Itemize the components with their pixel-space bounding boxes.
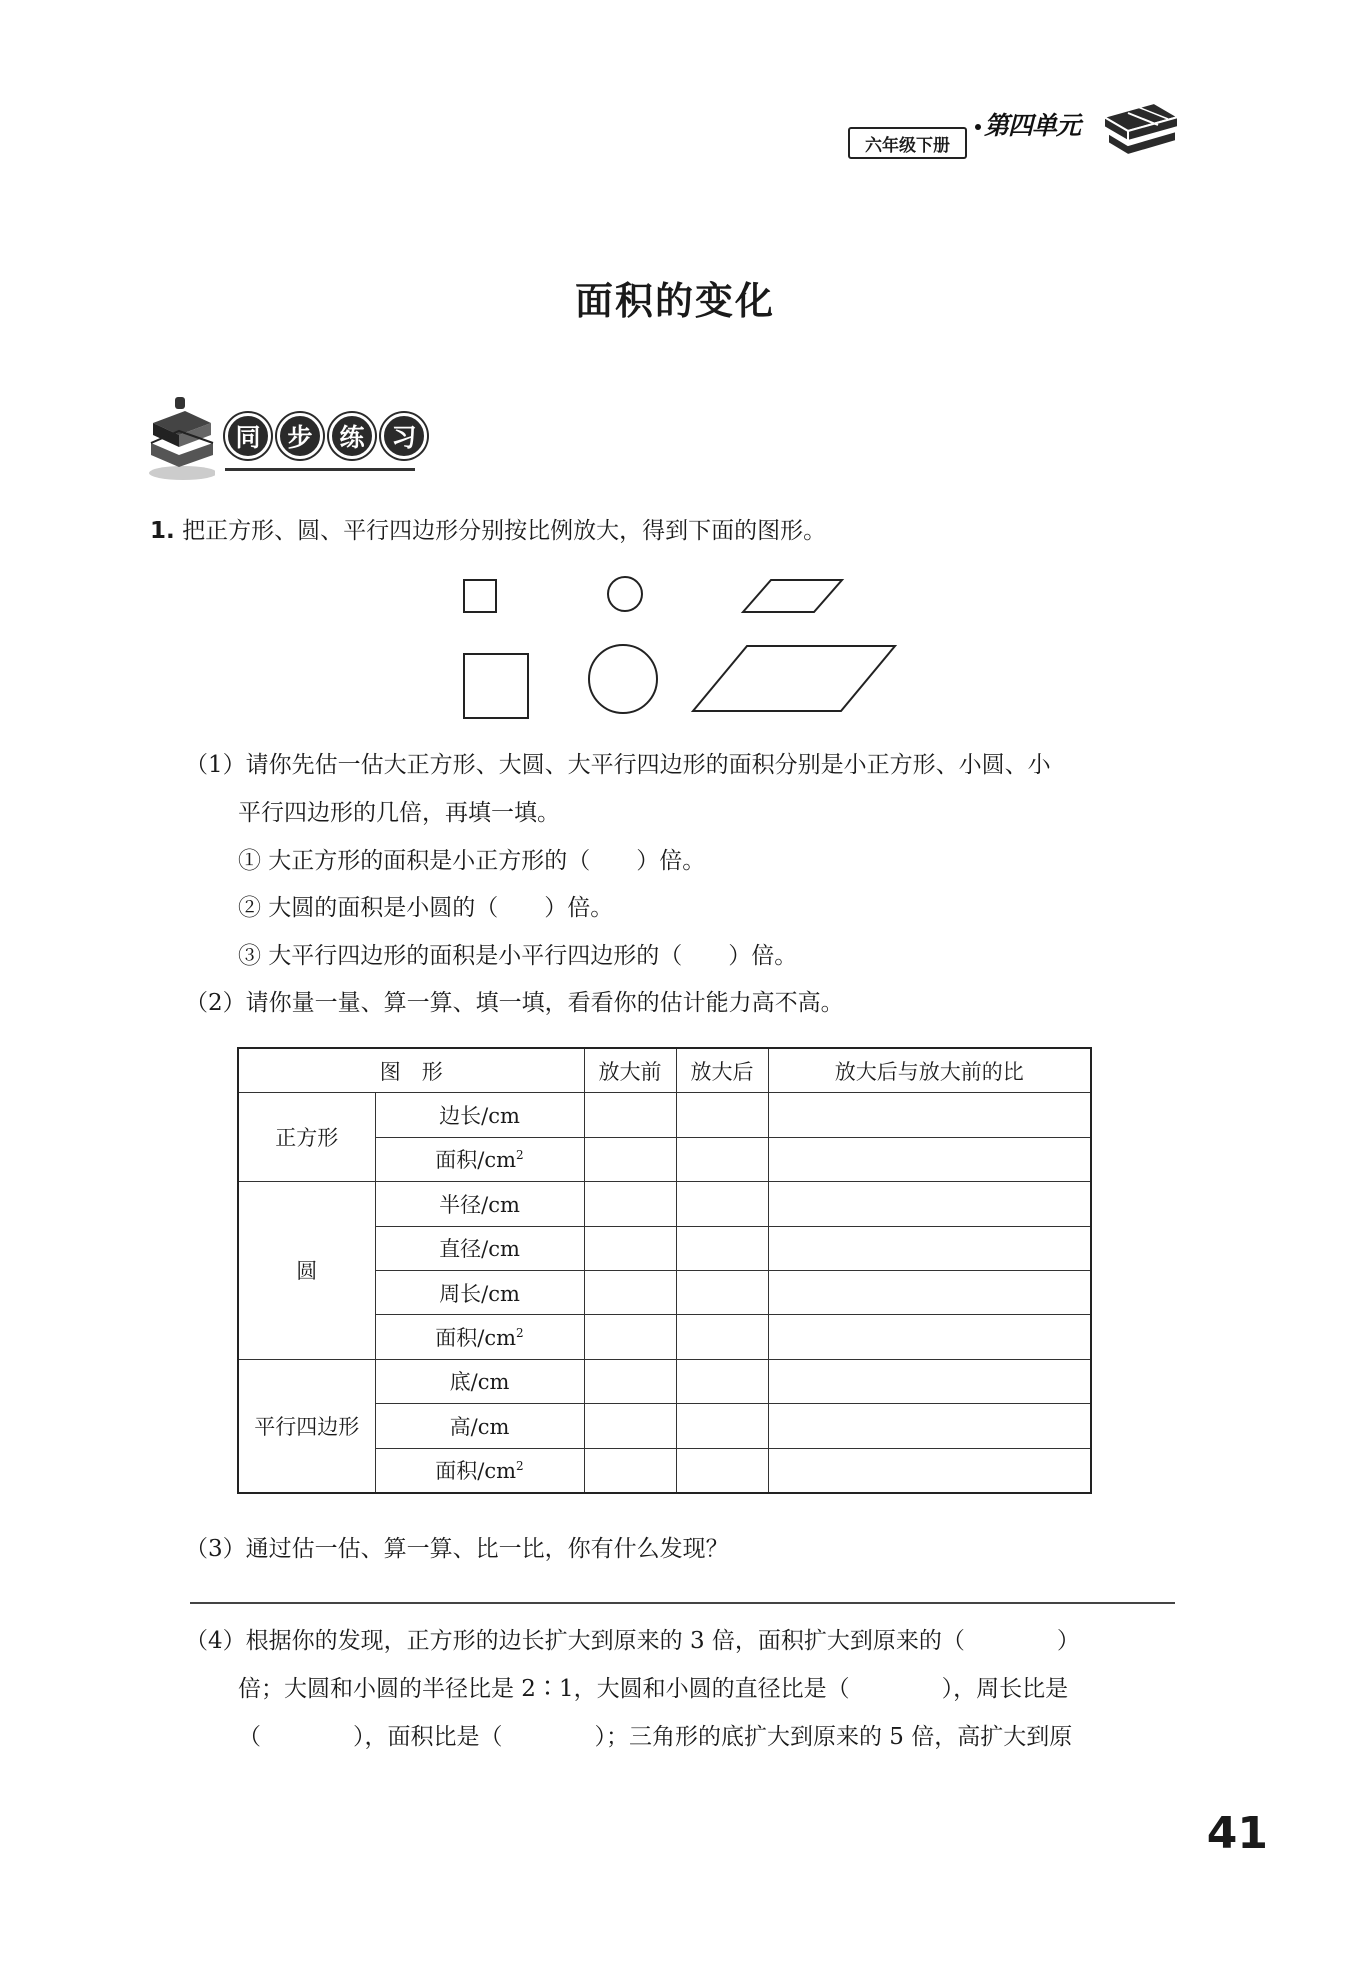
cell-ratio[interactable]: [768, 1404, 1091, 1448]
group-parallelogram: 平行四边形: [238, 1359, 375, 1493]
part-1-item-a: ① 大正方形的面积是小正方形的（ ）倍。: [238, 848, 706, 874]
row-label: 面积$/cm^2$: [375, 1315, 584, 1359]
cell-ratio[interactable]: [768, 1137, 1091, 1181]
header-ratio: 放大后与放大前的比: [768, 1048, 1091, 1093]
row-label: 高/cm: [375, 1404, 584, 1448]
small-parallelogram: [743, 580, 842, 612]
cell-after[interactable]: [676, 1182, 768, 1226]
cell-ratio[interactable]: [768, 1093, 1091, 1137]
part-4-line-3: （ ），面积比是（ ）；三角形的底扩大到原来的 5 倍，高扩大到原: [238, 1724, 1073, 1750]
cell-before[interactable]: [584, 1093, 676, 1137]
row-label: 半径/cm: [375, 1182, 584, 1226]
cell-after[interactable]: [676, 1270, 768, 1314]
cell-ratio[interactable]: [768, 1448, 1091, 1493]
group-circle: 圆: [238, 1182, 375, 1360]
cell-ratio[interactable]: [768, 1270, 1091, 1314]
banner-char: 练: [329, 413, 375, 459]
cell-before[interactable]: [584, 1315, 676, 1359]
header-shape: 图 形: [238, 1048, 584, 1093]
row-label: 直径/cm: [375, 1226, 584, 1270]
books-icon: [1098, 95, 1180, 165]
cell-ratio[interactable]: [768, 1359, 1091, 1403]
table-row: [238, 1093, 1091, 1137]
cell-before[interactable]: [584, 1226, 676, 1270]
measurement-table: [237, 1047, 1092, 1494]
question-number: 1.: [150, 518, 175, 544]
question-1: [150, 518, 826, 546]
cell-after[interactable]: [676, 1359, 768, 1403]
row-label: 边长/cm: [375, 1093, 584, 1137]
banner-char: 同: [225, 413, 271, 459]
banner-char: 习: [381, 413, 427, 459]
part-1-line-2: 平行四边形的几倍，再填一填。: [238, 800, 560, 826]
large-square: [464, 654, 528, 718]
table-row: [238, 1182, 1091, 1226]
header-before: 放大前: [584, 1048, 676, 1093]
question-text: 把正方形、圆、平行四边形分别按比例放大，得到下面的图形。: [182, 518, 827, 544]
group-square: 正方形: [238, 1093, 375, 1182]
cell-after[interactable]: [676, 1226, 768, 1270]
part-3-text: （3）通过估一估、算一算、比一比，你有什么发现？: [185, 1536, 729, 1562]
large-circle: [589, 645, 657, 713]
small-square: [464, 580, 496, 612]
cell-after[interactable]: [676, 1315, 768, 1359]
row-label: 周长/cm: [375, 1270, 584, 1314]
shapes-figure: [440, 560, 920, 730]
cell-before[interactable]: [584, 1404, 676, 1448]
part-4-line-2: 倍；大圆和小圆的半径比是 2∶1，大圆和小圆的直径比是（ ），周长比是: [238, 1676, 1069, 1702]
section-banner: [225, 413, 427, 459]
cell-before[interactable]: [584, 1137, 676, 1181]
cell-ratio[interactable]: [768, 1226, 1091, 1270]
cell-before[interactable]: [584, 1448, 676, 1493]
grade-badge: 六年级下册: [848, 127, 967, 159]
part-2-text: （2）请你量一量、算一算、填一填，看看你的估计能力高不高。: [185, 990, 844, 1016]
banner-char: 步: [277, 413, 323, 459]
part-1-line-1: （1）请你先估一估大正方形、大圆、大平行四边形的面积分别是小正方形、小圆、小: [185, 752, 1051, 778]
unit-label: 第四单元: [984, 111, 1081, 140]
banner-underline: [225, 468, 415, 471]
row-label: 面积$/cm^2$: [375, 1137, 584, 1181]
cell-before[interactable]: [584, 1182, 676, 1226]
unit-dot: [975, 124, 981, 130]
table-header-row: [238, 1048, 1091, 1093]
small-circle: [608, 577, 642, 611]
cell-ratio[interactable]: [768, 1315, 1091, 1359]
part-1-item-b: ② 大圆的面积是小圆的（ ）倍。: [238, 895, 614, 921]
cell-before[interactable]: [584, 1359, 676, 1403]
cell-after[interactable]: [676, 1093, 768, 1137]
header-after: 放大后: [676, 1048, 768, 1093]
large-parallelogram: [693, 646, 895, 711]
part-4-line-1: （4）根据你的发现，正方形的边长扩大到原来的 3 倍，面积扩大到原来的（ ）: [185, 1628, 1080, 1654]
table-row: [238, 1359, 1091, 1403]
stacked-books-icon: [145, 393, 215, 483]
cell-after[interactable]: [676, 1137, 768, 1181]
row-label: 面积$/cm^2$: [375, 1448, 584, 1493]
cell-after[interactable]: [676, 1448, 768, 1493]
cell-ratio[interactable]: [768, 1182, 1091, 1226]
page-title: 面积的变化: [574, 278, 775, 323]
part-1-item-c: ③ 大平行四边形的面积是小平行四边形的（ ）倍。: [238, 943, 798, 969]
row-label: 底/cm: [375, 1359, 584, 1403]
cell-before[interactable]: [584, 1270, 676, 1314]
cell-after[interactable]: [676, 1404, 768, 1448]
answer-line[interactable]: [190, 1602, 1175, 1604]
page-number: 41: [1206, 1808, 1268, 1859]
